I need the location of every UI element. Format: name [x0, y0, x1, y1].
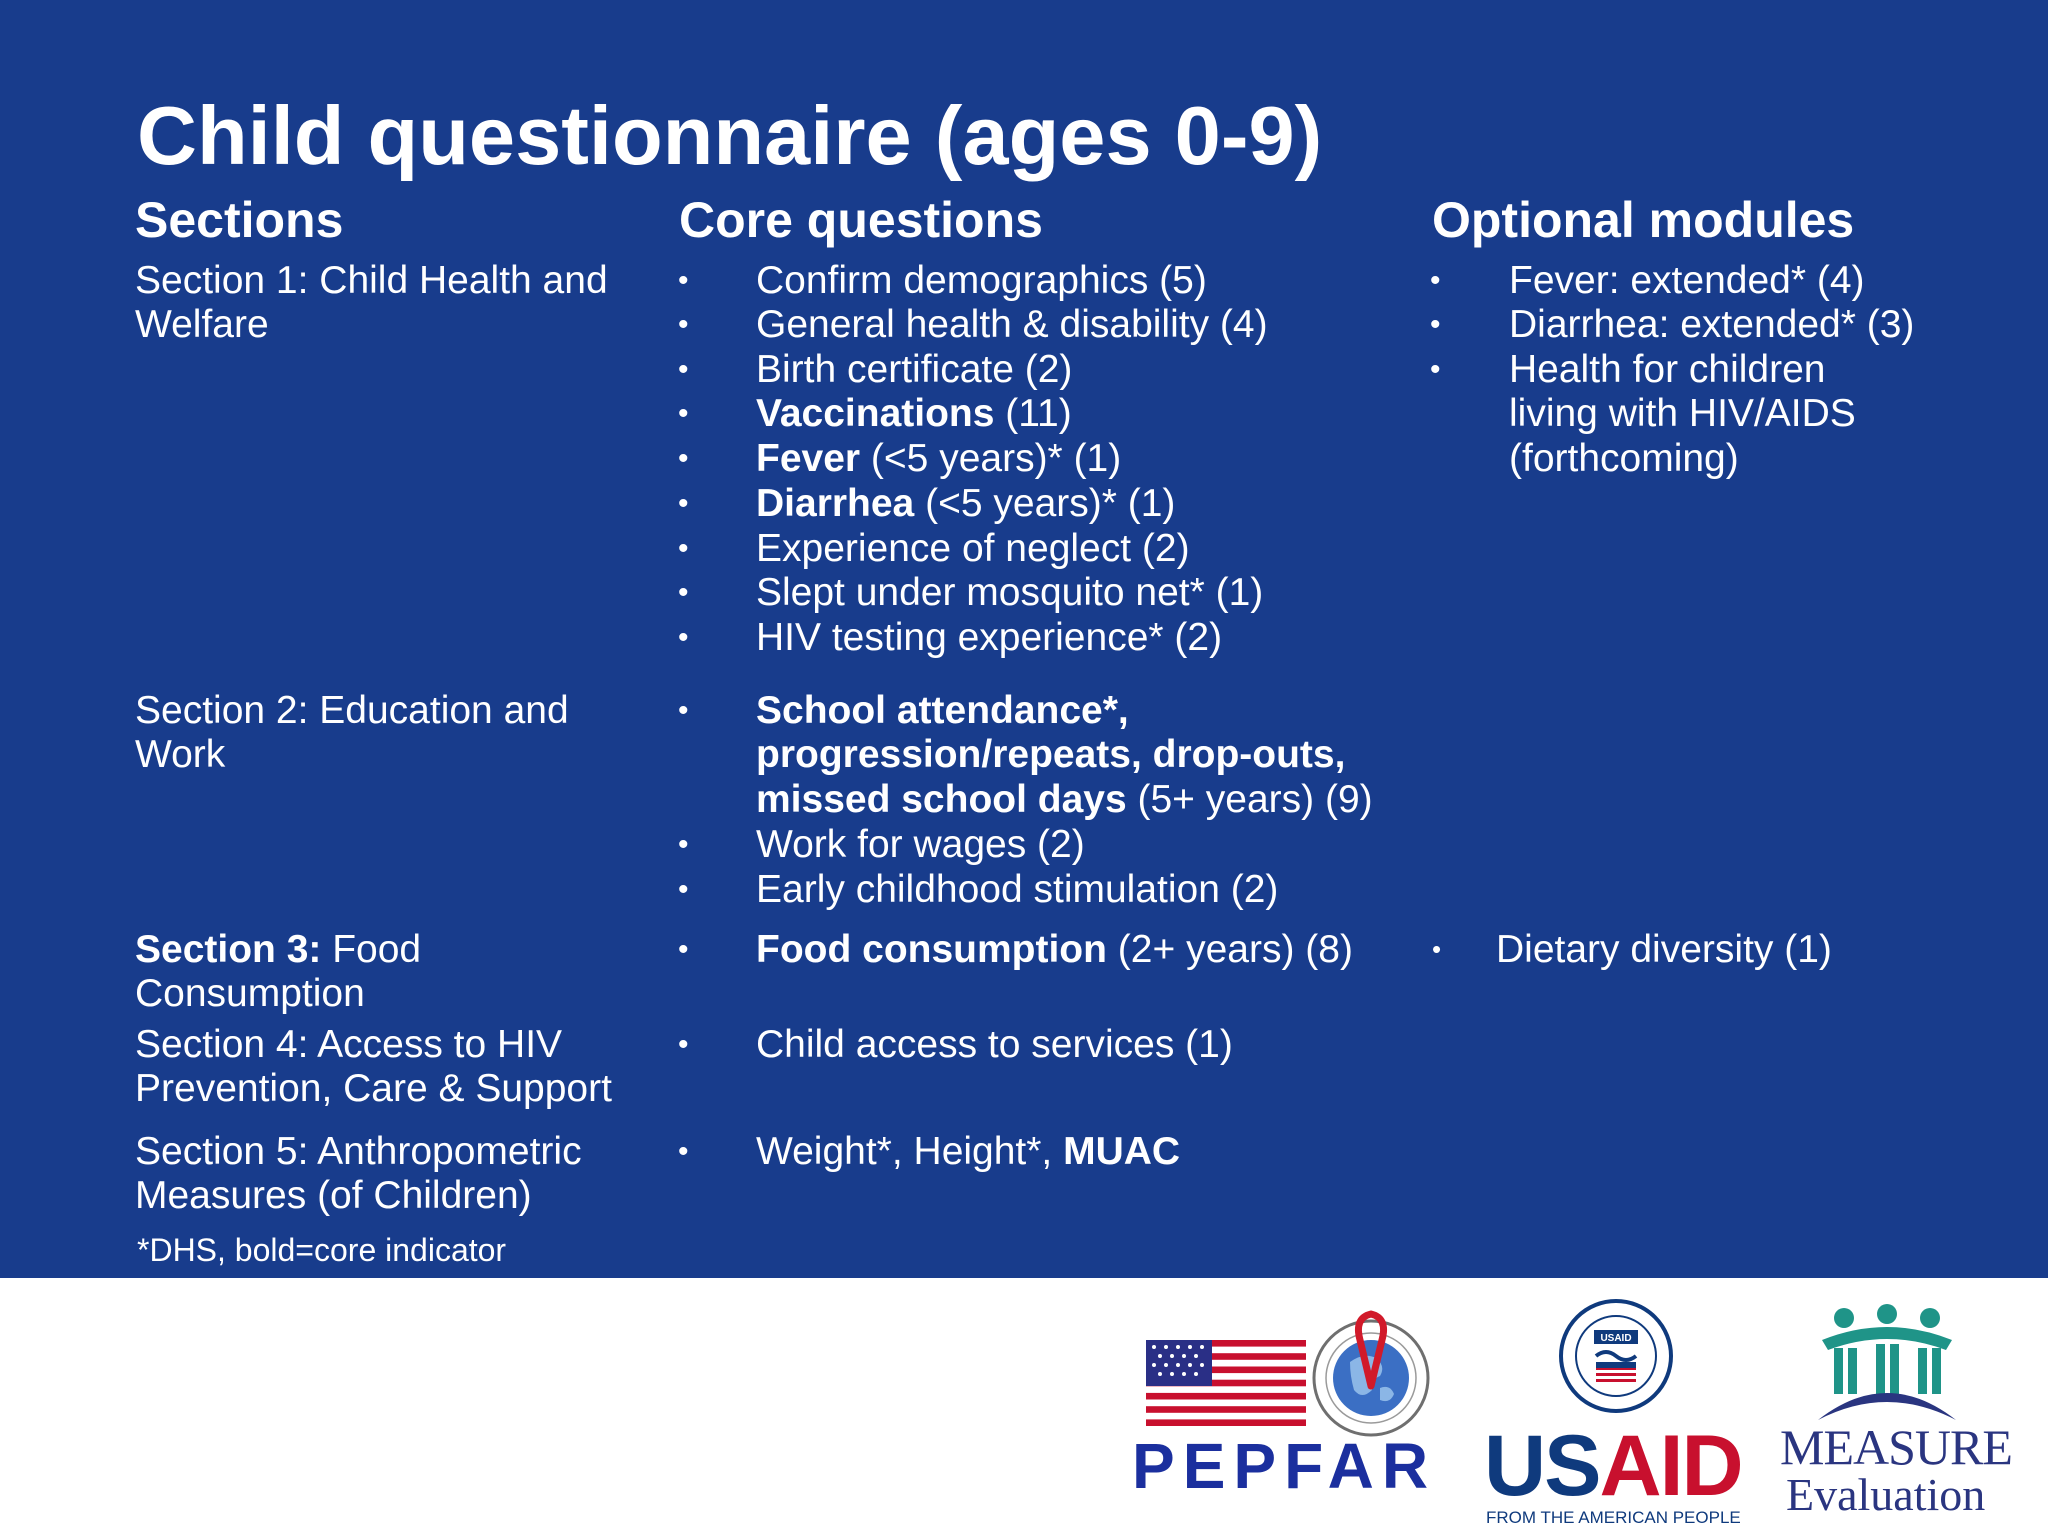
measure-people-icon	[1812, 1304, 1962, 1422]
core-item-cont: missed school days (5+ years) (9)	[756, 778, 1373, 821]
bullet: •	[678, 828, 689, 861]
pepfar-seal-icon	[1308, 1310, 1434, 1438]
bullet: •	[678, 621, 689, 654]
pepfar-wordmark: PEPFAR	[1132, 1430, 1437, 1502]
footer	[0, 1278, 2048, 1536]
bullet: •	[1430, 308, 1441, 341]
optional-item: Fever: extended* (4)	[1509, 259, 1865, 302]
section-2-line-2: Work	[135, 733, 226, 776]
core-item-section-4: Child access to services (1)	[756, 1023, 1233, 1066]
bullet: •	[678, 442, 689, 475]
bullet: •	[678, 1028, 689, 1061]
bullet: •	[678, 576, 689, 609]
bullet: •	[678, 487, 689, 520]
usaid-wordmark: USAID	[1484, 1418, 1742, 1514]
section-4-line-1: Section 4: Access to HIV	[135, 1023, 563, 1066]
header-optional-modules: Optional modules	[1432, 192, 1855, 248]
core-item: Slept under mosquito net* (1)	[756, 571, 1264, 614]
section-1-line-2: Welfare	[135, 303, 269, 346]
usaid-tagline: FROM THE AMERICAN PEOPLE	[1486, 1508, 1741, 1527]
core-item: Birth certificate (2)	[756, 348, 1073, 391]
optional-item: Diarrhea: extended* (3)	[1509, 303, 1915, 346]
section-3-line-1	[135, 927, 421, 972]
core-item: Confirm demographics (5)	[756, 259, 1207, 302]
section-5-line-1: Section 5: Anthropometric	[135, 1130, 582, 1173]
bullet: •	[678, 397, 689, 430]
core-item: Vaccinations (11)	[756, 392, 1072, 435]
core-item-section-3: Food consumption (2+ years) (8)	[756, 928, 1353, 971]
bullet: •	[678, 532, 689, 565]
bullet: •	[678, 873, 689, 906]
bullet: •	[678, 694, 689, 727]
core-item: HIV testing experience* (2)	[756, 616, 1223, 659]
section-2-line-1: Section 2: Education and	[135, 689, 569, 732]
bullet: •	[678, 353, 689, 386]
core-item: General health & disability (4)	[756, 303, 1268, 346]
footnote: *DHS, bold=core indicator	[137, 1232, 507, 1268]
bullet: •	[678, 308, 689, 341]
section-3-label: Section 3:	[135, 928, 322, 971]
core-item-section-5: Weight*, Height*, MUAC	[756, 1130, 1181, 1173]
optional-item-cont: living with HIV/AIDS	[1509, 392, 1856, 435]
section-1-line-1: Section 1: Child Health and	[135, 259, 608, 302]
core-item: Experience of neglect (2)	[756, 527, 1190, 570]
core-item-cont: progression/repeats, drop-outs,	[756, 733, 1346, 776]
usaid-seal-text: USAID	[1600, 1333, 1632, 1344]
page-title: Child questionnaire (ages 0-9)	[137, 89, 1323, 182]
bullet: •	[1430, 264, 1441, 297]
bullet: •	[678, 1135, 689, 1168]
core-item: Early childhood stimulation (2)	[756, 868, 1279, 911]
section-4-line-2: Prevention, Care & Support	[135, 1067, 612, 1110]
section-5-line-2: Measures (of Children)	[135, 1174, 532, 1217]
optional-item: Health for children	[1509, 348, 1826, 391]
section-3-line-2: Consumption	[135, 972, 365, 1015]
bullet: •	[678, 264, 689, 297]
section-3-food: Food	[321, 928, 422, 971]
core-item: Diarrhea (<5 years)* (1)	[756, 482, 1176, 525]
bullet: •	[1432, 934, 1442, 964]
bullet: •	[1430, 353, 1441, 386]
usaid-seal-icon	[1558, 1298, 1674, 1414]
core-item: School attendance*,	[756, 689, 1129, 732]
core-item: Work for wages (2)	[756, 823, 1085, 866]
evaluation-wordmark: Evaluation	[1786, 1469, 1986, 1520]
core-item: Fever (<5 years)* (1)	[756, 437, 1122, 480]
optional-item-cont: (forthcoming)	[1509, 437, 1739, 480]
optional-item-section-3: Dietary diversity (1)	[1496, 928, 1832, 971]
us-flag-icon	[1146, 1340, 1306, 1426]
header-core-questions: Core questions	[679, 192, 1043, 248]
header-sections: Sections	[135, 192, 344, 248]
bullet: •	[678, 933, 689, 966]
measure-wordmark: MEASURE	[1780, 1419, 2012, 1475]
